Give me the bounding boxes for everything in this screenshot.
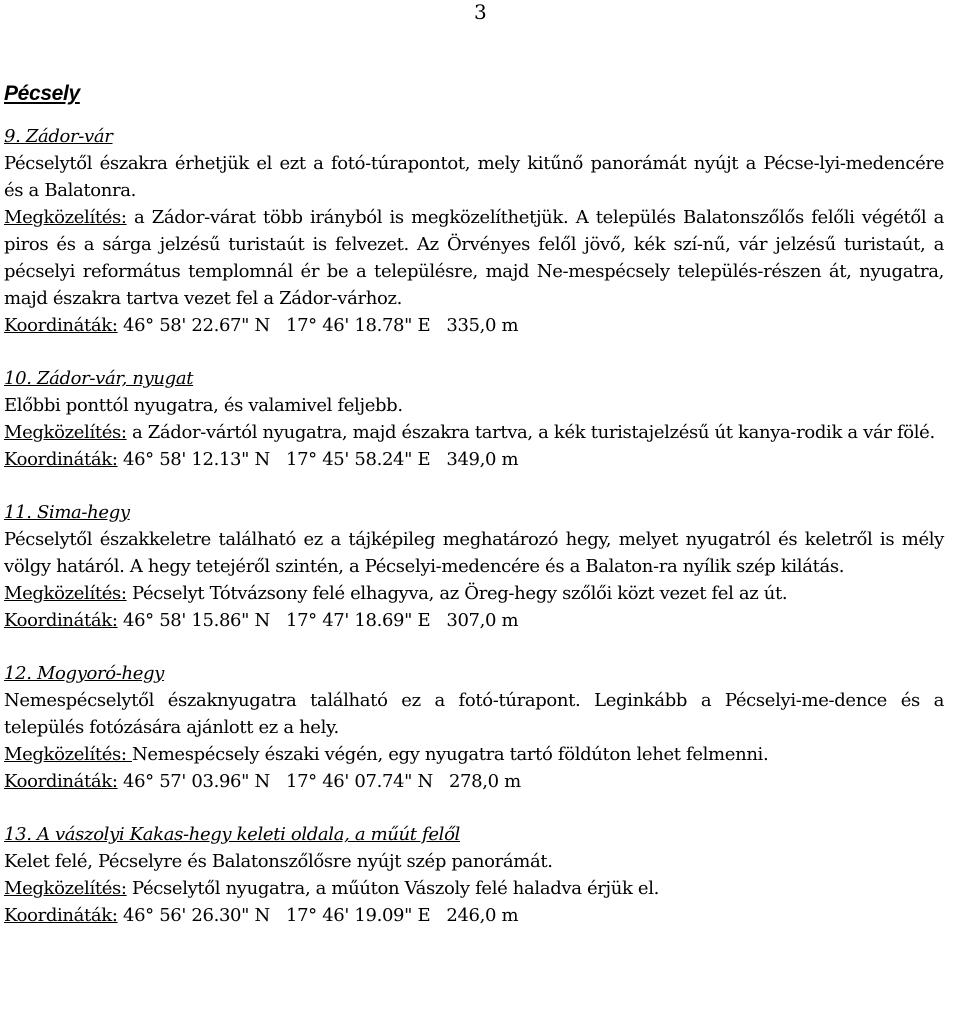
section-heading: 11. Sima-hegy: [4, 502, 130, 523]
section-mogyoro-hegy: [4, 660, 944, 795]
coordinates-value: 46° 58' 15.86" N 17° 47' 18.69" E 307,0 m: [117, 610, 519, 631]
section-zador-var: [4, 123, 944, 339]
section-description: Pécselytől északkeletre található ez a tájképileg meghatározó hegy, melyet nyugatról és keletről is mély völgy határól. A hegy tetejéről szintén, a Pécselyi-medencére és a Balaton-ra nyílik szép kilátás.: [4, 529, 944, 577]
approach-text: Pécselyt Tótvázsony felé elhagyva, az Öreg-hegy szőlői közt vezet fel az út.: [126, 583, 788, 604]
coordinates-value: 46° 56' 26.30" N 17° 46' 19.09" E 246,0 m: [117, 905, 519, 926]
section-description: Nemespécselytől északnyugatra található ez a fotó-túrapont. Leginkább a Pécselyi-me-dence és a település fotózására ajánlott ez a hely.: [4, 690, 944, 738]
section-heading: 10. Zádor-vár, nyugat: [4, 368, 194, 389]
approach-label: Megközelítés:: [4, 583, 127, 604]
approach-label: Megközelítés:: [4, 207, 127, 228]
approach-text: a Zádor-vártól nyugatra, majd északra tartva, a kék turistajelzésű út kanya-rodik a vár fölé.: [126, 422, 935, 443]
approach-paragraph: [4, 204, 944, 312]
section-description: Kelet felé, Pécselyre és Balatonszőlősre nyújt szép panorámát.: [4, 851, 553, 872]
approach-text: a Zádor-várat több irányból is megközelíthetjük. A település Balatonszőlős felőli végétől a piros és a sárga jelzésű turistaút is felvezet. Az Örvényes felől jövő, kék szí-nű, vár jelzésű turistaút, a pécselyi református templomnál ér be a településre, majd Ne-mespécsely település-részen át, nyugatra, majd északra tartva vezet fel a Zádor-várhoz.: [4, 207, 944, 309]
document-content: [4, 80, 944, 955]
approach-label: Megközelítés:: [4, 744, 133, 765]
coordinates-line: [4, 768, 944, 795]
approach-paragraph: [4, 580, 944, 607]
document-title: Pécsely: [4, 82, 80, 105]
section-sima-hegy: [4, 499, 944, 634]
coordinates-label: Koordináták:: [4, 905, 118, 926]
approach-label: Megközelítés:: [4, 878, 127, 899]
section-heading: 9. Zádor-vár: [4, 126, 113, 147]
coordinates-label: Koordináták:: [4, 771, 118, 792]
coordinates-value: 46° 58' 12.13" N 17° 45' 58.24" E 349,0 m: [117, 449, 519, 470]
approach-paragraph: [4, 741, 944, 768]
coordinates-line: [4, 607, 944, 634]
approach-text: Nemespécsely északi végén, egy nyugatra tartó földúton lehet felmenni.: [132, 744, 769, 765]
section-heading: 12. Mogyoró-hegy: [4, 663, 165, 684]
section-description: Pécselytől északra érhetjük el ezt a fotó-túrapontot, mely kitűnő panorámát nyújt a Pécse-lyi-medencére és a Balatonra.: [4, 153, 944, 201]
section-zador-var-nyugat: [4, 365, 944, 473]
approach-paragraph: [4, 875, 944, 902]
coordinates-line: [4, 312, 944, 339]
page-number: 3: [474, 0, 487, 24]
section-kakas-hegy: [4, 821, 944, 929]
coordinates-label: Koordináták:: [4, 610, 118, 631]
coordinates-line: [4, 446, 944, 473]
coordinates-value: 46° 58' 22.67" N 17° 46' 18.78" E 335,0 m: [117, 315, 519, 336]
coordinates-line: [4, 902, 944, 929]
coordinates-label: Koordináták:: [4, 449, 118, 470]
approach-paragraph: [4, 419, 944, 446]
approach-label: Megközelítés:: [4, 422, 127, 443]
section-heading: 13. A vászolyi Kakas-hegy keleti oldala, a műút felől: [4, 824, 460, 845]
coordinates-label: Koordináták:: [4, 315, 118, 336]
section-description: Előbbi ponttól nyugatra, és valamivel feljebb.: [4, 395, 403, 416]
approach-text: Pécselytől nyugatra, a műúton Vászoly felé haladva érjük el.: [126, 878, 660, 899]
coordinates-value: 46° 57' 03.96" N 17° 46' 07.74" N 278,0 m: [117, 771, 521, 792]
